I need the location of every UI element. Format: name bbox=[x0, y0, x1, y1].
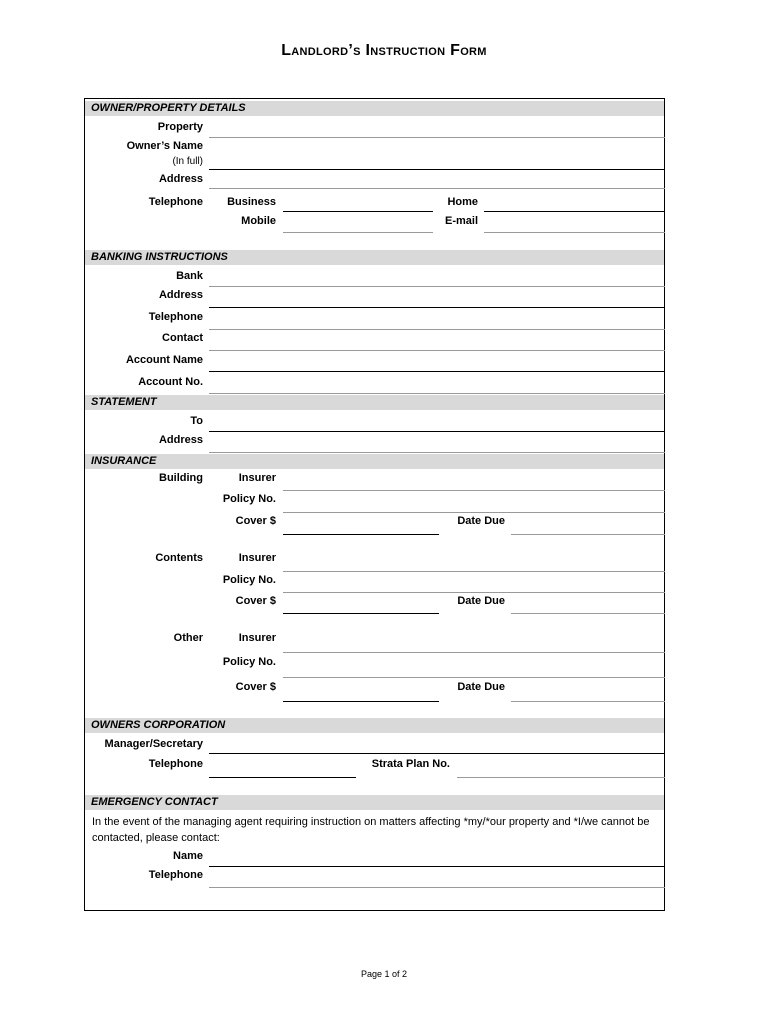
other-date-due-field[interactable] bbox=[511, 701, 665, 702]
contents-cover-label: Cover $ bbox=[235, 595, 276, 607]
email-field[interactable] bbox=[484, 232, 665, 233]
building-cover-field[interactable] bbox=[283, 534, 439, 535]
building-label: Building bbox=[159, 472, 203, 484]
section-header-owners-corp bbox=[85, 718, 664, 733]
mobile-field[interactable] bbox=[283, 232, 433, 233]
section-banking-title: BANKING INSTRUCTIONS bbox=[91, 251, 228, 263]
business-phone-field[interactable] bbox=[283, 211, 433, 212]
section-statement-title: STATEMENT bbox=[91, 396, 157, 408]
emergency-instructions: In the event of the managing agent requiring instruction on matters affecting *my/*our property and *I/we cannot be contacted, please contact: bbox=[92, 816, 650, 844]
account-name-field[interactable] bbox=[209, 371, 665, 372]
contents-cover-field[interactable] bbox=[283, 613, 439, 614]
mobile-label: Mobile bbox=[241, 215, 276, 227]
building-date-due-field[interactable] bbox=[511, 534, 665, 535]
email-label: E-mail bbox=[444, 215, 478, 227]
corp-telephone-label: Telephone bbox=[148, 758, 203, 770]
manager-field-right[interactable] bbox=[356, 753, 665, 754]
section-header-owner bbox=[85, 101, 664, 116]
business-label: Business bbox=[227, 196, 276, 208]
other-policy-field[interactable] bbox=[283, 677, 665, 678]
page-number: Page 1 of 2 bbox=[360, 969, 408, 979]
statement-to-label: To bbox=[190, 415, 203, 427]
form-frame bbox=[84, 98, 665, 911]
section-header-banking bbox=[85, 250, 664, 265]
section-header-insurance bbox=[85, 454, 664, 469]
other-date-due-label: Date Due bbox=[457, 681, 505, 693]
bank-telephone-label: Telephone bbox=[148, 311, 203, 323]
contents-label: Contents bbox=[155, 552, 203, 564]
other-cover-label: Cover $ bbox=[235, 681, 276, 693]
property-field[interactable] bbox=[209, 137, 665, 138]
emergency-name-label: Name bbox=[173, 850, 203, 862]
corp-telephone-field[interactable] bbox=[209, 777, 356, 778]
home-phone-field[interactable] bbox=[484, 211, 665, 212]
statement-address-label: Address bbox=[158, 434, 203, 446]
section-emergency-title: EMERGENCY CONTACT bbox=[91, 796, 218, 808]
owners-name-label: Owner’s Name bbox=[126, 140, 203, 152]
owner-address-field[interactable] bbox=[209, 188, 665, 189]
bank-field[interactable] bbox=[209, 286, 665, 287]
contents-insurer-label: Insurer bbox=[238, 552, 276, 564]
section-insurance-title: INSURANCE bbox=[91, 455, 157, 467]
manager-field-left[interactable] bbox=[209, 753, 356, 754]
emergency-name-field[interactable] bbox=[209, 866, 665, 867]
bank-label: Bank bbox=[176, 270, 203, 282]
owner-address-label: Address bbox=[158, 173, 203, 185]
building-cover-label: Cover $ bbox=[235, 515, 276, 527]
statement-address-field[interactable] bbox=[209, 452, 665, 453]
in-full-note: (In full) bbox=[172, 156, 203, 167]
account-no-field[interactable] bbox=[209, 393, 665, 394]
emergency-telephone-field[interactable] bbox=[209, 887, 665, 888]
other-cover-field[interactable] bbox=[283, 701, 439, 702]
other-insurer-label: Insurer bbox=[238, 632, 276, 644]
bank-address-field[interactable] bbox=[209, 307, 665, 308]
property-label: Property bbox=[157, 121, 203, 133]
strata-field[interactable] bbox=[457, 777, 665, 778]
other-insurer-field[interactable] bbox=[283, 652, 665, 653]
manager-label: Manager/Secretary bbox=[104, 738, 203, 750]
emergency-telephone-label: Telephone bbox=[148, 869, 203, 881]
section-header-emergency bbox=[85, 795, 664, 810]
section-owners-corp-title: OWNERS CORPORATION bbox=[91, 719, 226, 731]
bank-contact-field[interactable] bbox=[209, 350, 665, 351]
building-insurer-label: Insurer bbox=[238, 472, 276, 484]
account-no-label: Account No. bbox=[138, 376, 203, 388]
building-policy-field[interactable] bbox=[283, 512, 665, 513]
bank-contact-label: Contact bbox=[162, 332, 203, 344]
contents-date-due-field[interactable] bbox=[511, 613, 665, 614]
contents-insurer-field[interactable] bbox=[283, 571, 665, 572]
building-policy-label: Policy No. bbox=[222, 493, 276, 505]
other-policy-label: Policy No. bbox=[222, 656, 276, 668]
section-owner-title: OWNER/PROPERTY DETAILS bbox=[91, 102, 246, 114]
owners-name-field[interactable] bbox=[209, 169, 665, 170]
contents-policy-label: Policy No. bbox=[222, 574, 276, 586]
building-date-due-label: Date Due bbox=[457, 515, 505, 527]
bank-address-label: Address bbox=[158, 289, 203, 301]
home-label: Home bbox=[447, 196, 478, 208]
bank-telephone-field[interactable] bbox=[209, 329, 665, 330]
contents-date-due-label: Date Due bbox=[457, 595, 505, 607]
account-name-label: Account Name bbox=[125, 354, 203, 366]
owner-telephone-label: Telephone bbox=[148, 196, 203, 208]
contents-policy-field[interactable] bbox=[283, 592, 665, 593]
statement-to-field[interactable] bbox=[209, 431, 665, 432]
strata-label: Strata Plan No. bbox=[371, 758, 450, 770]
section-header-statement bbox=[85, 395, 664, 410]
building-insurer-field[interactable] bbox=[283, 490, 665, 491]
other-label: Other bbox=[173, 632, 203, 644]
form-title: Landlord’s Instruction Form bbox=[281, 42, 487, 59]
